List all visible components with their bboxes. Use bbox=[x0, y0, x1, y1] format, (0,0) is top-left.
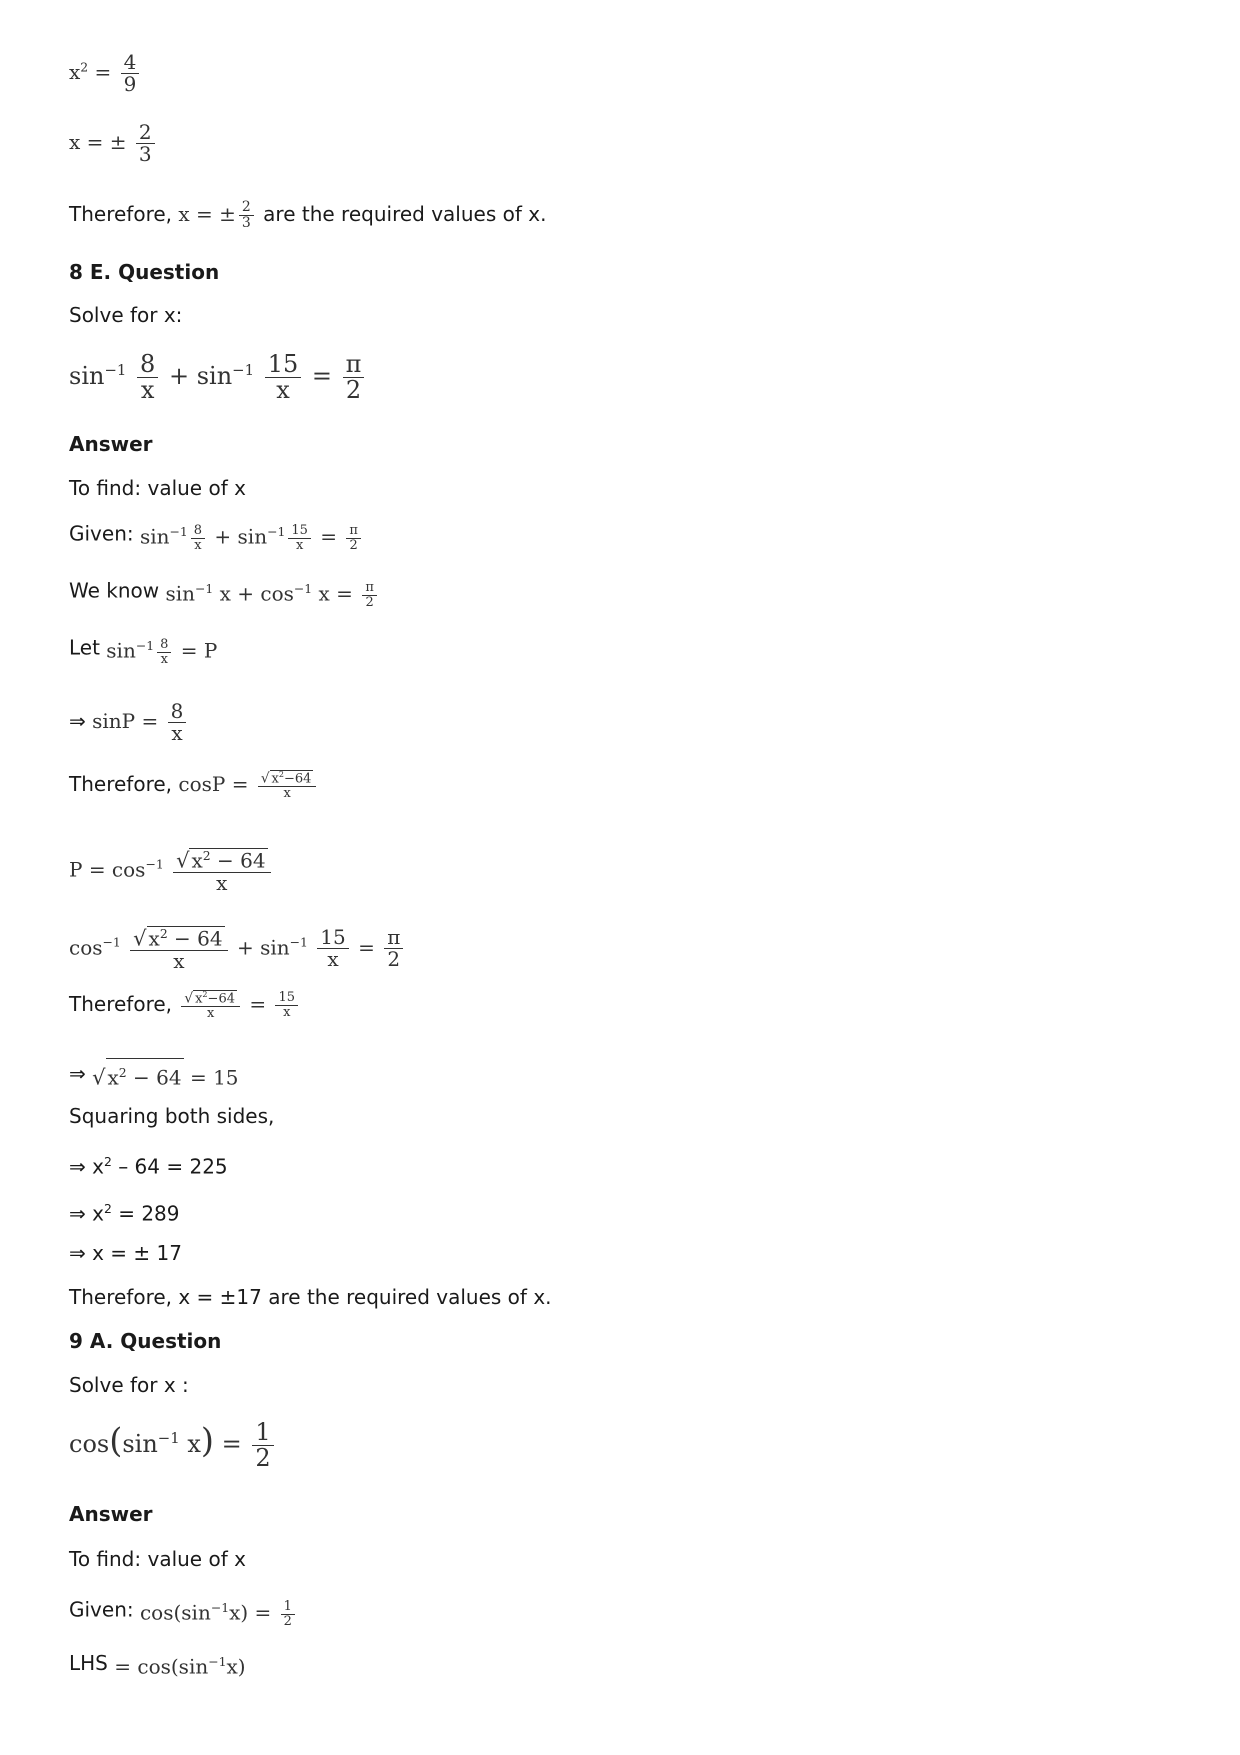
denominator: 2 bbox=[283, 1613, 292, 1629]
inverse: −1 bbox=[135, 638, 155, 653]
radicand: $x^2-64$ bbox=[271, 770, 312, 787]
fraction bbox=[265, 352, 302, 403]
math bbox=[69, 848, 274, 894]
denominator: x bbox=[207, 1006, 215, 1022]
question-equation bbox=[69, 1420, 277, 1471]
given-line bbox=[69, 518, 364, 552]
denominator: 3 bbox=[241, 215, 251, 232]
lhs: sinP = bbox=[92, 709, 159, 733]
cosP-line bbox=[69, 770, 319, 801]
denominator: 9 bbox=[123, 72, 137, 96]
numerator: π bbox=[343, 352, 365, 378]
fraction bbox=[252, 1420, 273, 1471]
inverse: −1 bbox=[210, 1600, 230, 1615]
fraction bbox=[136, 122, 155, 165]
identity-line bbox=[69, 575, 380, 609]
conclusion-line bbox=[69, 200, 546, 231]
denominator: 2 bbox=[345, 376, 362, 405]
radicand: $x^2-64$ bbox=[195, 990, 235, 1007]
given-line bbox=[69, 1594, 298, 1628]
inverse: −1 bbox=[267, 524, 286, 539]
fraction bbox=[168, 701, 187, 744]
text: Given: bbox=[69, 1597, 134, 1622]
denominator: x bbox=[327, 947, 339, 972]
eq-x-value bbox=[69, 122, 158, 165]
inverse: −1 bbox=[145, 856, 164, 872]
fraction bbox=[239, 200, 254, 230]
equals: = bbox=[94, 60, 112, 84]
numerator: π bbox=[362, 581, 377, 596]
fraction bbox=[346, 524, 361, 552]
inverse: −1 bbox=[104, 361, 127, 380]
denominator: 3 bbox=[138, 142, 152, 166]
answer-heading: Answer bbox=[69, 1502, 153, 1526]
math bbox=[178, 990, 301, 1021]
plus: + bbox=[214, 524, 232, 549]
expr: x) bbox=[226, 1654, 246, 1679]
math bbox=[69, 926, 406, 972]
math bbox=[140, 1594, 298, 1628]
paren: ) bbox=[200, 1421, 215, 1461]
fraction bbox=[343, 352, 365, 403]
lhs: cosP = bbox=[178, 772, 249, 797]
numerator: 15 bbox=[288, 524, 311, 539]
numerator bbox=[258, 770, 317, 787]
numerator: 8 bbox=[137, 352, 158, 378]
fn: sin bbox=[139, 524, 170, 549]
exponent: 2 bbox=[103, 1201, 112, 1216]
denominator: x bbox=[276, 376, 290, 405]
question-equation bbox=[69, 352, 367, 403]
inverse: −1 bbox=[208, 1654, 227, 1669]
fn: sin bbox=[237, 524, 268, 549]
denominator: x bbox=[173, 948, 185, 973]
fraction bbox=[275, 991, 298, 1019]
denominator: x bbox=[140, 376, 155, 405]
inverse: −1 bbox=[293, 581, 313, 596]
question-text: Solve for x: bbox=[69, 303, 183, 327]
inverse: −1 bbox=[289, 934, 308, 950]
equals: = bbox=[320, 524, 338, 549]
inverse: −1 bbox=[157, 1429, 180, 1448]
math bbox=[92, 701, 189, 744]
var: x bbox=[69, 60, 81, 84]
sqrt-sign: √ bbox=[133, 926, 147, 951]
fraction bbox=[281, 1600, 295, 1628]
lhs-line bbox=[69, 1648, 246, 1681]
denominator: 2 bbox=[349, 537, 358, 553]
fn: sin bbox=[260, 935, 290, 960]
denominator: x bbox=[160, 651, 168, 667]
text: We know bbox=[69, 578, 160, 603]
text: = 289 bbox=[111, 1201, 180, 1226]
math bbox=[69, 122, 158, 165]
denominator: 2 bbox=[387, 947, 401, 972]
numerator: 1 bbox=[252, 1420, 273, 1446]
to-find: To find: value of x bbox=[69, 1547, 246, 1571]
implies: ⇒ bbox=[69, 709, 86, 733]
math bbox=[114, 1648, 245, 1681]
inverse: −1 bbox=[195, 581, 214, 596]
fraction bbox=[121, 52, 140, 95]
fn: sin bbox=[69, 362, 105, 391]
numerator: 1 bbox=[281, 1600, 295, 1615]
fraction bbox=[317, 927, 348, 970]
fraction bbox=[137, 352, 158, 403]
paren: ( bbox=[109, 1421, 123, 1461]
expr: x + cos bbox=[219, 581, 294, 606]
sqrt-sign: √ bbox=[184, 990, 194, 1007]
inverse: −1 bbox=[232, 361, 255, 380]
numerator: 8 bbox=[157, 638, 171, 653]
fraction bbox=[384, 927, 403, 970]
sqrt-equation bbox=[69, 1058, 239, 1092]
math bbox=[165, 575, 379, 609]
numerator bbox=[181, 990, 240, 1007]
fn: cos bbox=[69, 1430, 110, 1459]
fraction bbox=[362, 581, 377, 609]
denominator: 2 bbox=[365, 594, 374, 610]
fn: cos(sin bbox=[139, 1600, 211, 1625]
denominator: x bbox=[283, 1005, 291, 1021]
therefore-ratio bbox=[69, 990, 301, 1021]
math bbox=[69, 52, 142, 95]
math bbox=[69, 352, 367, 403]
radicand: $x^2 - 64$ bbox=[191, 848, 266, 873]
lhs: x = ± bbox=[69, 130, 127, 154]
text: Therefore, bbox=[69, 772, 173, 796]
step-line bbox=[69, 1148, 228, 1181]
numerator: 2 bbox=[239, 200, 254, 216]
exponent: 2 bbox=[103, 1154, 112, 1169]
inverse: −1 bbox=[102, 934, 121, 950]
text: Given: bbox=[69, 521, 134, 546]
text: ⇒ x bbox=[69, 1154, 104, 1179]
to-find: To find: value of x bbox=[69, 476, 246, 500]
fraction bbox=[130, 926, 227, 972]
var: x bbox=[187, 1430, 201, 1459]
text: are the required values of x. bbox=[263, 202, 547, 226]
sqrt-sign: √ bbox=[260, 770, 270, 787]
text: ⇒ x bbox=[69, 1201, 104, 1226]
sqrt-sign: √ bbox=[92, 1065, 106, 1090]
fraction bbox=[288, 524, 311, 552]
numerator: 15 bbox=[265, 352, 302, 378]
numerator: 8 bbox=[191, 524, 205, 539]
numerator bbox=[130, 926, 227, 951]
step-text: Squaring both sides, bbox=[69, 1104, 275, 1128]
expr: = P bbox=[180, 638, 218, 663]
text: Let bbox=[69, 635, 100, 660]
lhs: P = cos bbox=[69, 857, 146, 882]
answer-heading: Answer bbox=[69, 432, 153, 456]
fn: sin bbox=[106, 638, 136, 663]
denominator: x bbox=[295, 537, 304, 553]
equals: = bbox=[311, 362, 333, 391]
fn: cos bbox=[69, 935, 103, 960]
numerator: π bbox=[384, 927, 403, 949]
lhs: x = ± bbox=[178, 202, 236, 227]
radicand: $x^2 - 64$ bbox=[106, 1058, 184, 1092]
equals: = bbox=[221, 1430, 242, 1459]
implies: ⇒ bbox=[69, 1061, 86, 1086]
numerator: 4 bbox=[121, 52, 140, 74]
expr: x = bbox=[318, 581, 353, 606]
text: LHS bbox=[69, 1650, 108, 1675]
fraction bbox=[157, 638, 171, 666]
fraction bbox=[258, 770, 317, 801]
question-heading: 8 E. Question bbox=[69, 260, 220, 284]
eq-x-squared bbox=[69, 52, 142, 95]
P-line bbox=[69, 848, 274, 894]
text: – 64 = 225 bbox=[111, 1154, 228, 1179]
equals: = bbox=[249, 992, 267, 1017]
denominator: 2 bbox=[255, 1444, 271, 1473]
inverse: −1 bbox=[169, 524, 188, 539]
question-heading: 9 A. Question bbox=[69, 1329, 222, 1353]
math bbox=[140, 518, 364, 552]
numerator: 8 bbox=[168, 701, 187, 723]
fraction bbox=[181, 990, 240, 1021]
numerator: 2 bbox=[136, 122, 155, 144]
let-line bbox=[69, 632, 217, 666]
step-line bbox=[69, 1195, 180, 1228]
sqrt-sign: √ bbox=[176, 848, 190, 873]
denominator: x bbox=[216, 870, 228, 895]
conclusion-line: Therefore, x = ±17 are the required values of x. bbox=[69, 1285, 552, 1309]
fn: sin bbox=[196, 362, 233, 391]
radicand: $x^2 - 64$ bbox=[148, 926, 223, 951]
text: Therefore, bbox=[69, 992, 173, 1016]
math bbox=[106, 632, 217, 666]
denominator: x bbox=[171, 721, 183, 745]
numerator: 15 bbox=[317, 927, 348, 949]
numerator: π bbox=[346, 524, 361, 539]
math bbox=[92, 1058, 238, 1092]
step-line: ⇒ x = ± 17 bbox=[69, 1241, 182, 1265]
fn: sin bbox=[122, 1430, 158, 1459]
math bbox=[178, 770, 319, 801]
fn: sin bbox=[165, 581, 196, 606]
numerator bbox=[173, 848, 270, 873]
denominator: x bbox=[194, 537, 202, 553]
plus: + bbox=[236, 935, 254, 960]
plus: + bbox=[168, 362, 190, 391]
equals: = bbox=[358, 935, 375, 960]
substituted-equation bbox=[69, 926, 406, 972]
expr: x) = bbox=[229, 1600, 272, 1625]
fraction bbox=[173, 848, 270, 894]
numerator: 15 bbox=[275, 991, 298, 1006]
fn: = cos(sin bbox=[114, 1654, 209, 1679]
denominator: x bbox=[283, 786, 291, 802]
math bbox=[69, 1420, 277, 1471]
rhs: = 15 bbox=[189, 1065, 239, 1090]
text: Therefore, bbox=[69, 202, 173, 226]
fraction bbox=[191, 524, 205, 552]
exponent: 2 bbox=[80, 59, 89, 75]
math bbox=[178, 200, 256, 231]
question-text: Solve for x : bbox=[69, 1373, 189, 1397]
sinP-line bbox=[69, 701, 189, 744]
